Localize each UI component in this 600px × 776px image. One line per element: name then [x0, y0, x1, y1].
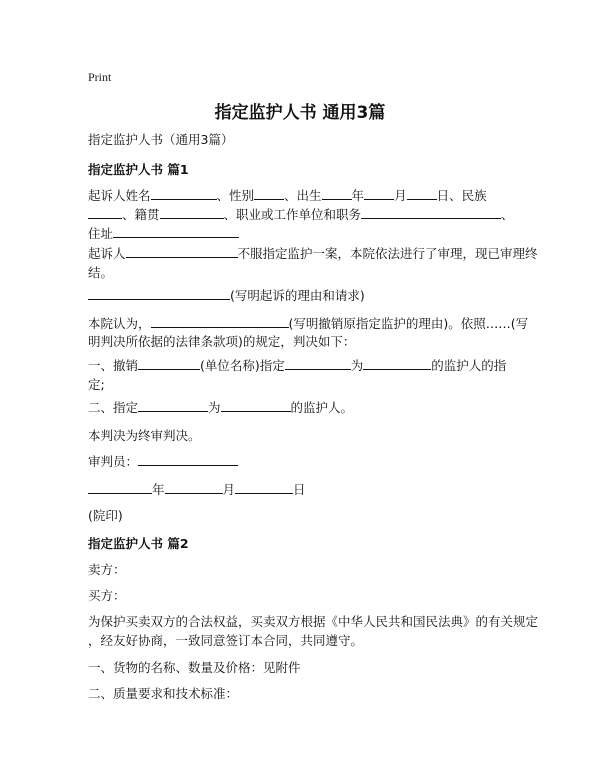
section-heading-1: 指定监护人书 篇1	[88, 162, 189, 177]
claim-line: (写明起诉的理由和请求)	[88, 286, 520, 306]
court-opinion-line-1: 本院认为， (写明撤销原指定监护的理由)。依照……(写	[88, 316, 529, 331]
doc-subtitle: 指定监护人书（通用3篇）	[88, 132, 234, 147]
intro-line-1: 为保护买卖双方的合法权益，买卖双方根据《中华人民共和国民法典》的有关规定	[88, 614, 539, 629]
date-line: 年 月 日	[88, 480, 520, 500]
seller-line: 卖方：	[88, 562, 126, 577]
print-link[interactable]: Print	[88, 70, 112, 84]
court-seal: (院印)	[88, 508, 123, 523]
final-judgment: 本判决为终审判决。	[88, 428, 201, 443]
page-title: 指定监护人书 通用3篇	[214, 103, 386, 123]
plaintiff-line-2: 、籍贯 、职业或工作单位和职务 、	[88, 205, 520, 225]
plaintiff-line-1: 起诉人姓名 、性别 、出生 年 月 日、民族	[88, 188, 487, 203]
intro-line-2: ，经友好协商，一致同意签订本合同，共同遵守。	[88, 633, 364, 648]
clause-1: 一、货物的名称、数量及价格：见附件	[88, 660, 301, 675]
section-heading-2: 指定监护人书 篇2	[88, 536, 189, 551]
paragraph-case: 起诉人 不服指定监护一案，本院依法进行了审理，现已审理终	[88, 246, 538, 261]
judgment-item-1: 一、撤销 (单位名称)指定 为 的监护人的指	[88, 358, 507, 373]
plaintiff-line-3: 住址	[88, 224, 520, 244]
judgment-item-2: 二、指定 为 的监护人。	[88, 400, 354, 415]
judge-line: 审判员：	[88, 452, 520, 472]
paragraph-case-cont: 结。	[88, 265, 114, 280]
judgment-item-1-cont: 定;	[88, 377, 105, 392]
court-opinion-line-2: 明判决所依据的法律条款项)的规定，判决如下：	[88, 334, 356, 349]
buyer-line: 买方：	[88, 588, 126, 603]
clause-2: 二、质量要求和技术标准：	[88, 686, 239, 701]
